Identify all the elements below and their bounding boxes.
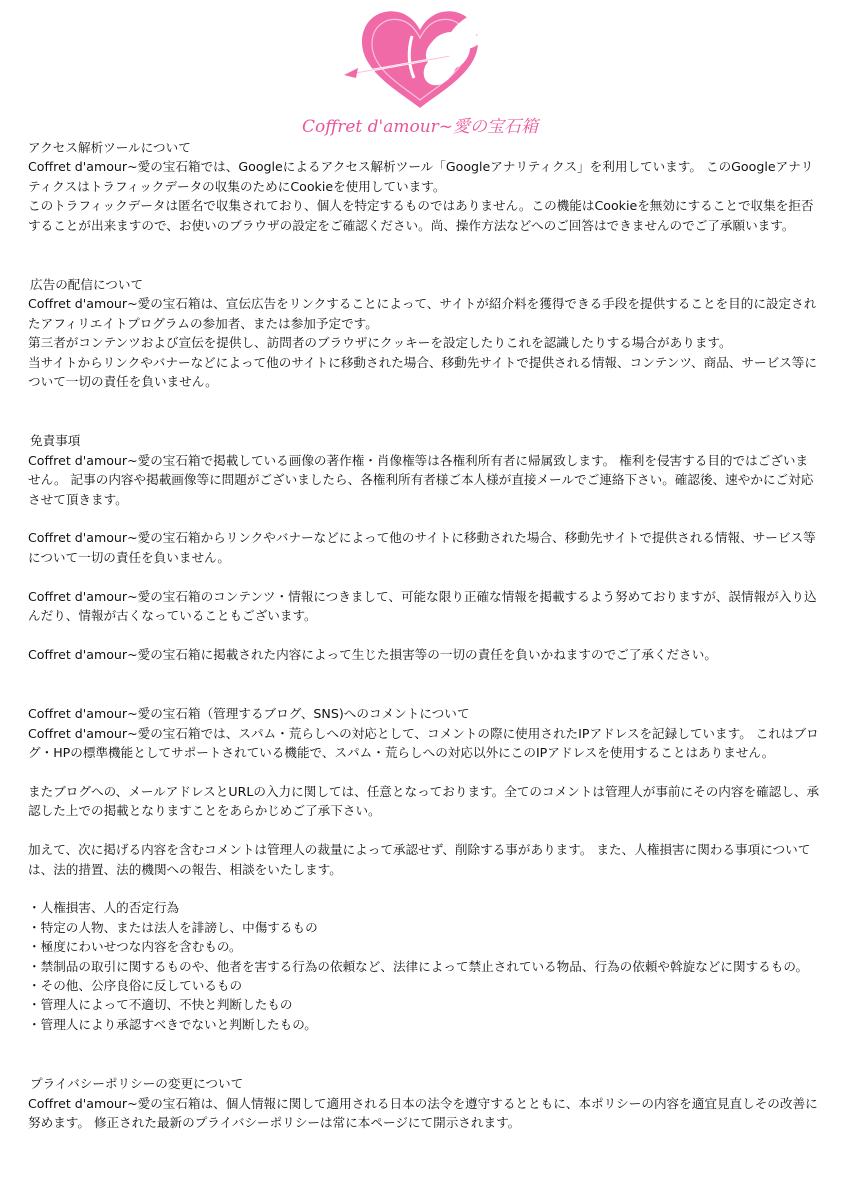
prohibited-comments-list	[28, 898, 820, 1034]
heart-cupid-icon	[300, 2, 540, 112]
list-item: ・その他、公序良俗に反しているもの	[28, 977, 243, 993]
logo-text: Coffret d'amour~愛の宝石箱	[301, 117, 539, 137]
section-heading: 広告の配信について	[30, 277, 144, 293]
list-item: ・禁制品の取引に関するものや、他者を害する行為の依頼など、法律によって禁止されている物品、行為の依頼や斡旋などに関するもの。	[28, 958, 809, 974]
list-item: ・管理人によって不適切、不快と判断したもの	[28, 997, 293, 1013]
site-logo[interactable]	[300, 2, 540, 138]
list-item: ・特定の人物、または法人を誹謗し、中傷するもの	[28, 919, 318, 935]
section-paragraph: Coffret d'amour~愛の宝石箱に掲載された内容によって生じた損害等の一切の責任を負いかねますのでご了承ください。	[28, 646, 717, 662]
section-disclaimer	[28, 431, 820, 664]
section-paragraph: またブログへの、メールアドレスとURLの入力に関しては、任意となっております。全てのコメントは管理人が事前にその内容を確認し、承認した上での掲載となりますことをあらかじめご了承下さい。	[28, 783, 820, 819]
section-paragraph: Coffret d'amour~愛の宝石箱では、Googleによるアクセス解析ツール「Googleアナリティクス」を利用しています。 このGoogleアナリティクスはトラフィックデータの収集のためにCookieを使用しています。 このトラフィックデータは匿名で収集されており、個人を特定するものではありません。この機能はCookieを無効にすることで収集を拒否することが出来ますので、お使いのブラウザの設定をご確認ください。尚、操作方法などへのご回答はできませんのでご了承願います。	[28, 159, 814, 233]
section-paragraph: 加えて、次に掲げる内容を含むコメントは管理人の裁量によって承認せず、削除する事があります。 また、人権損害に関わる事項については、法的措置、法的機関への報告、相談をいたします。	[28, 842, 811, 877]
section-access-analytics	[28, 138, 820, 235]
section-heading: アクセス解析ツールについて	[28, 140, 191, 155]
policy-content	[28, 138, 820, 1132]
list-item: ・極度にわいせつな内容を含むもの。	[28, 939, 242, 955]
list-item: ・管理人により承認すべきでないと判断したもの。	[28, 1016, 317, 1032]
section-paragraph: Coffret d'amour~愛の宝石箱からリンクやバナーなどによって他のサイトに移動された場合、移動先サイトで提供される情報、サービス等について一切の責任を負いません。	[28, 530, 816, 565]
section-policy-changes	[28, 1074, 820, 1132]
section-paragraph: Coffret d'amour~愛の宝石箱で掲載している画像の著作権・肖像権等は各権利所有者に帰属致します。 権利を侵害する目的ではございません。 記事の内容や掲載画像等に問題がございましたら、各権利所有者様ご本人様が直接メールでご連絡下さい。確認後、速やかにご対応させて頂きます。	[28, 452, 814, 507]
list-item: ・人権損害、人的否定行為	[28, 900, 180, 916]
section-heading: プライバシーポリシーの変更について	[30, 1076, 244, 1092]
section-heading: 免責事項	[30, 433, 81, 449]
section-heading: Coffret d'amour~愛の宝石箱（管理するブログ、SNS)へのコメントについて	[28, 706, 470, 722]
section-paragraph: Coffret d'amour~愛の宝石箱は、宣伝広告をリンクすることによって、サイトが紹介料を獲得できる手段を提供することを目的に設定されたアフィリエイトプログラムの参加者、または参加予定です。 第三者がコンテンツおよび宣伝を提供し、訪問者のブラウザにクッキーを設定したりこれを認識したりする場合があります。 当サイトからリンクやバナーなどによって他のサイトに移動された場合、移動先サイトで提供される情報、コンテンツ、商品、サービス等について一切の責任を負いません。	[28, 296, 817, 390]
section-paragraph: Coffret d'amour~愛の宝石箱では、スパム・荒らしへの対応として、コメントの際に使用されたIPアドレスを記録しています。 これはブログ・HPの標準機能としてサポートされている機能で、スパム・荒らしへの対応以外にこのIPアドレスを使用することはありません。	[28, 725, 819, 761]
section-paragraph: Coffret d'amour~愛の宝石箱のコンテンツ・情報につきまして、可能な限り正確な情報を掲載するよう努めておりますが、誤情報が入り込んだり、情報が古くなっていることもございます。	[28, 588, 817, 624]
section-paragraph: Coffret d'amour~愛の宝石箱は、個人情報に関して適用される日本の法令を遵守するとともに、本ポリシーの内容を適宜見直しその改善に努めます。 修正された最新のプライバシーポリシーは常に本ページにて開示されます。	[28, 1095, 818, 1130]
section-advertising	[28, 275, 820, 391]
section-comments	[28, 704, 820, 1034]
